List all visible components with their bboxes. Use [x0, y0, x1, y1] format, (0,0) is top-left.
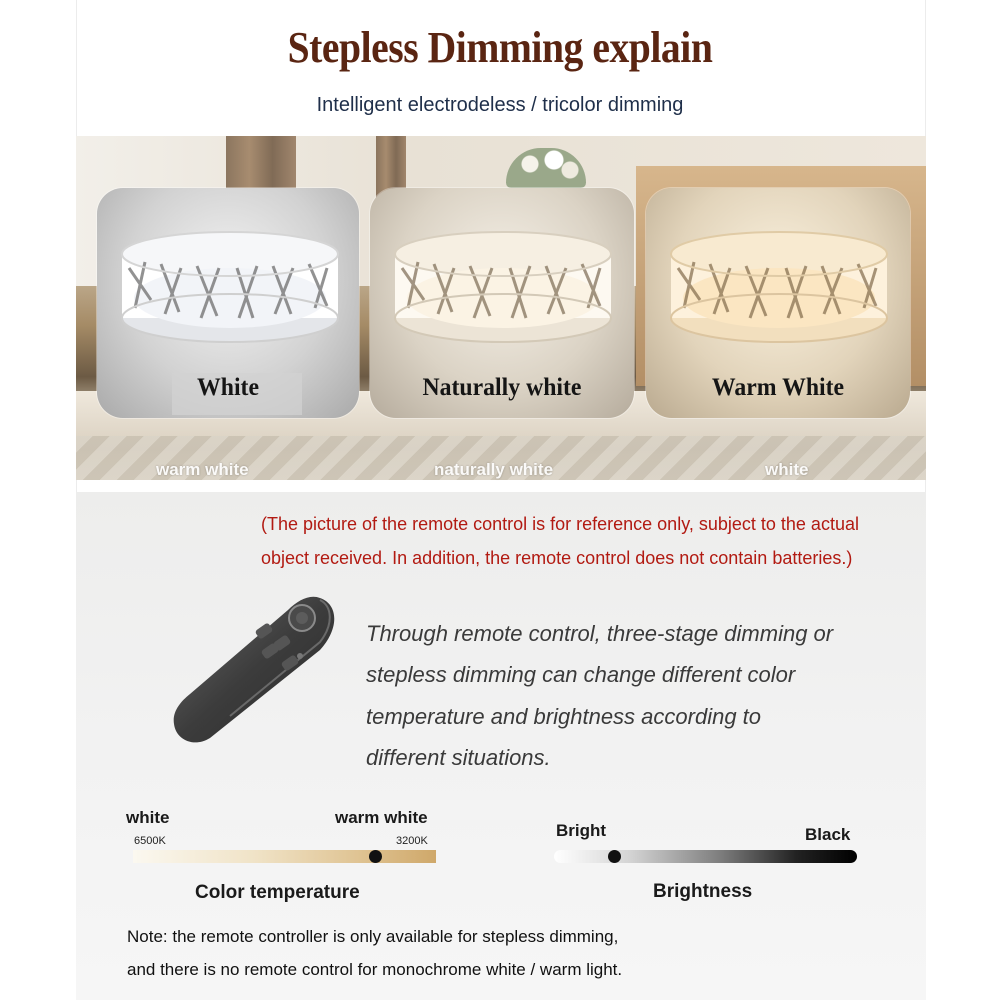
mode-label-warm-white: Warm White [711, 374, 845, 401]
mode-label-white: White [196, 374, 260, 401]
reference-notice: object received. In addition, the remote control does not contain batteries.) [261, 548, 853, 568]
brightness-left-label: Bright [556, 821, 607, 840]
ct-left-kelvin: 6500K [134, 835, 166, 847]
description-text: stepless dimming can change different color [366, 662, 796, 687]
brightness-right-label: Black [805, 825, 851, 844]
photo-caption: white [765, 460, 809, 479]
page-title: Stepless Dimming explain [287, 23, 713, 72]
page-subtitle: Intelligent electrodeless / tricolor dimming [316, 94, 684, 116]
color-temperature-bar [133, 850, 436, 863]
footer-note: Note: the remote controller is only available for stepless dimming, [127, 927, 619, 946]
brightness-indicator [608, 850, 621, 863]
ceiling-lamp-natural [394, 218, 612, 348]
mode-card-white [97, 188, 359, 418]
ct-left-label: white [126, 808, 170, 827]
mode-card-naturally-white [370, 188, 634, 418]
bedroom-photo [76, 136, 926, 480]
ceiling-lamp-warm [670, 218, 888, 348]
color-temperature-indicator [369, 850, 382, 863]
brightness-bar [554, 850, 857, 863]
color-temperature-title: Color temperature [195, 882, 360, 903]
footer-note: and there is no remote control for monochrome white / warm light. [127, 960, 623, 979]
ceiling-lamp-white [121, 218, 339, 348]
mode-card-warm-white [646, 188, 910, 418]
mode-label-naturally-white: Naturally white [422, 374, 582, 401]
photo-caption: naturally white [434, 460, 554, 479]
photo-caption: warm white [156, 460, 249, 479]
brightness-title: Brightness [653, 881, 753, 902]
description-text: temperature and brightness according to [366, 704, 762, 729]
ct-right-label: warm white [335, 808, 428, 827]
ct-right-kelvin: 3200K [396, 835, 428, 847]
description-text: different situations. [366, 745, 551, 770]
description-text: Through remote control, three-stage dimming or [366, 621, 834, 646]
reference-notice: (The picture of the remote control is for reference only, subject to the actual [261, 514, 859, 534]
remote-control-image [170, 588, 350, 748]
